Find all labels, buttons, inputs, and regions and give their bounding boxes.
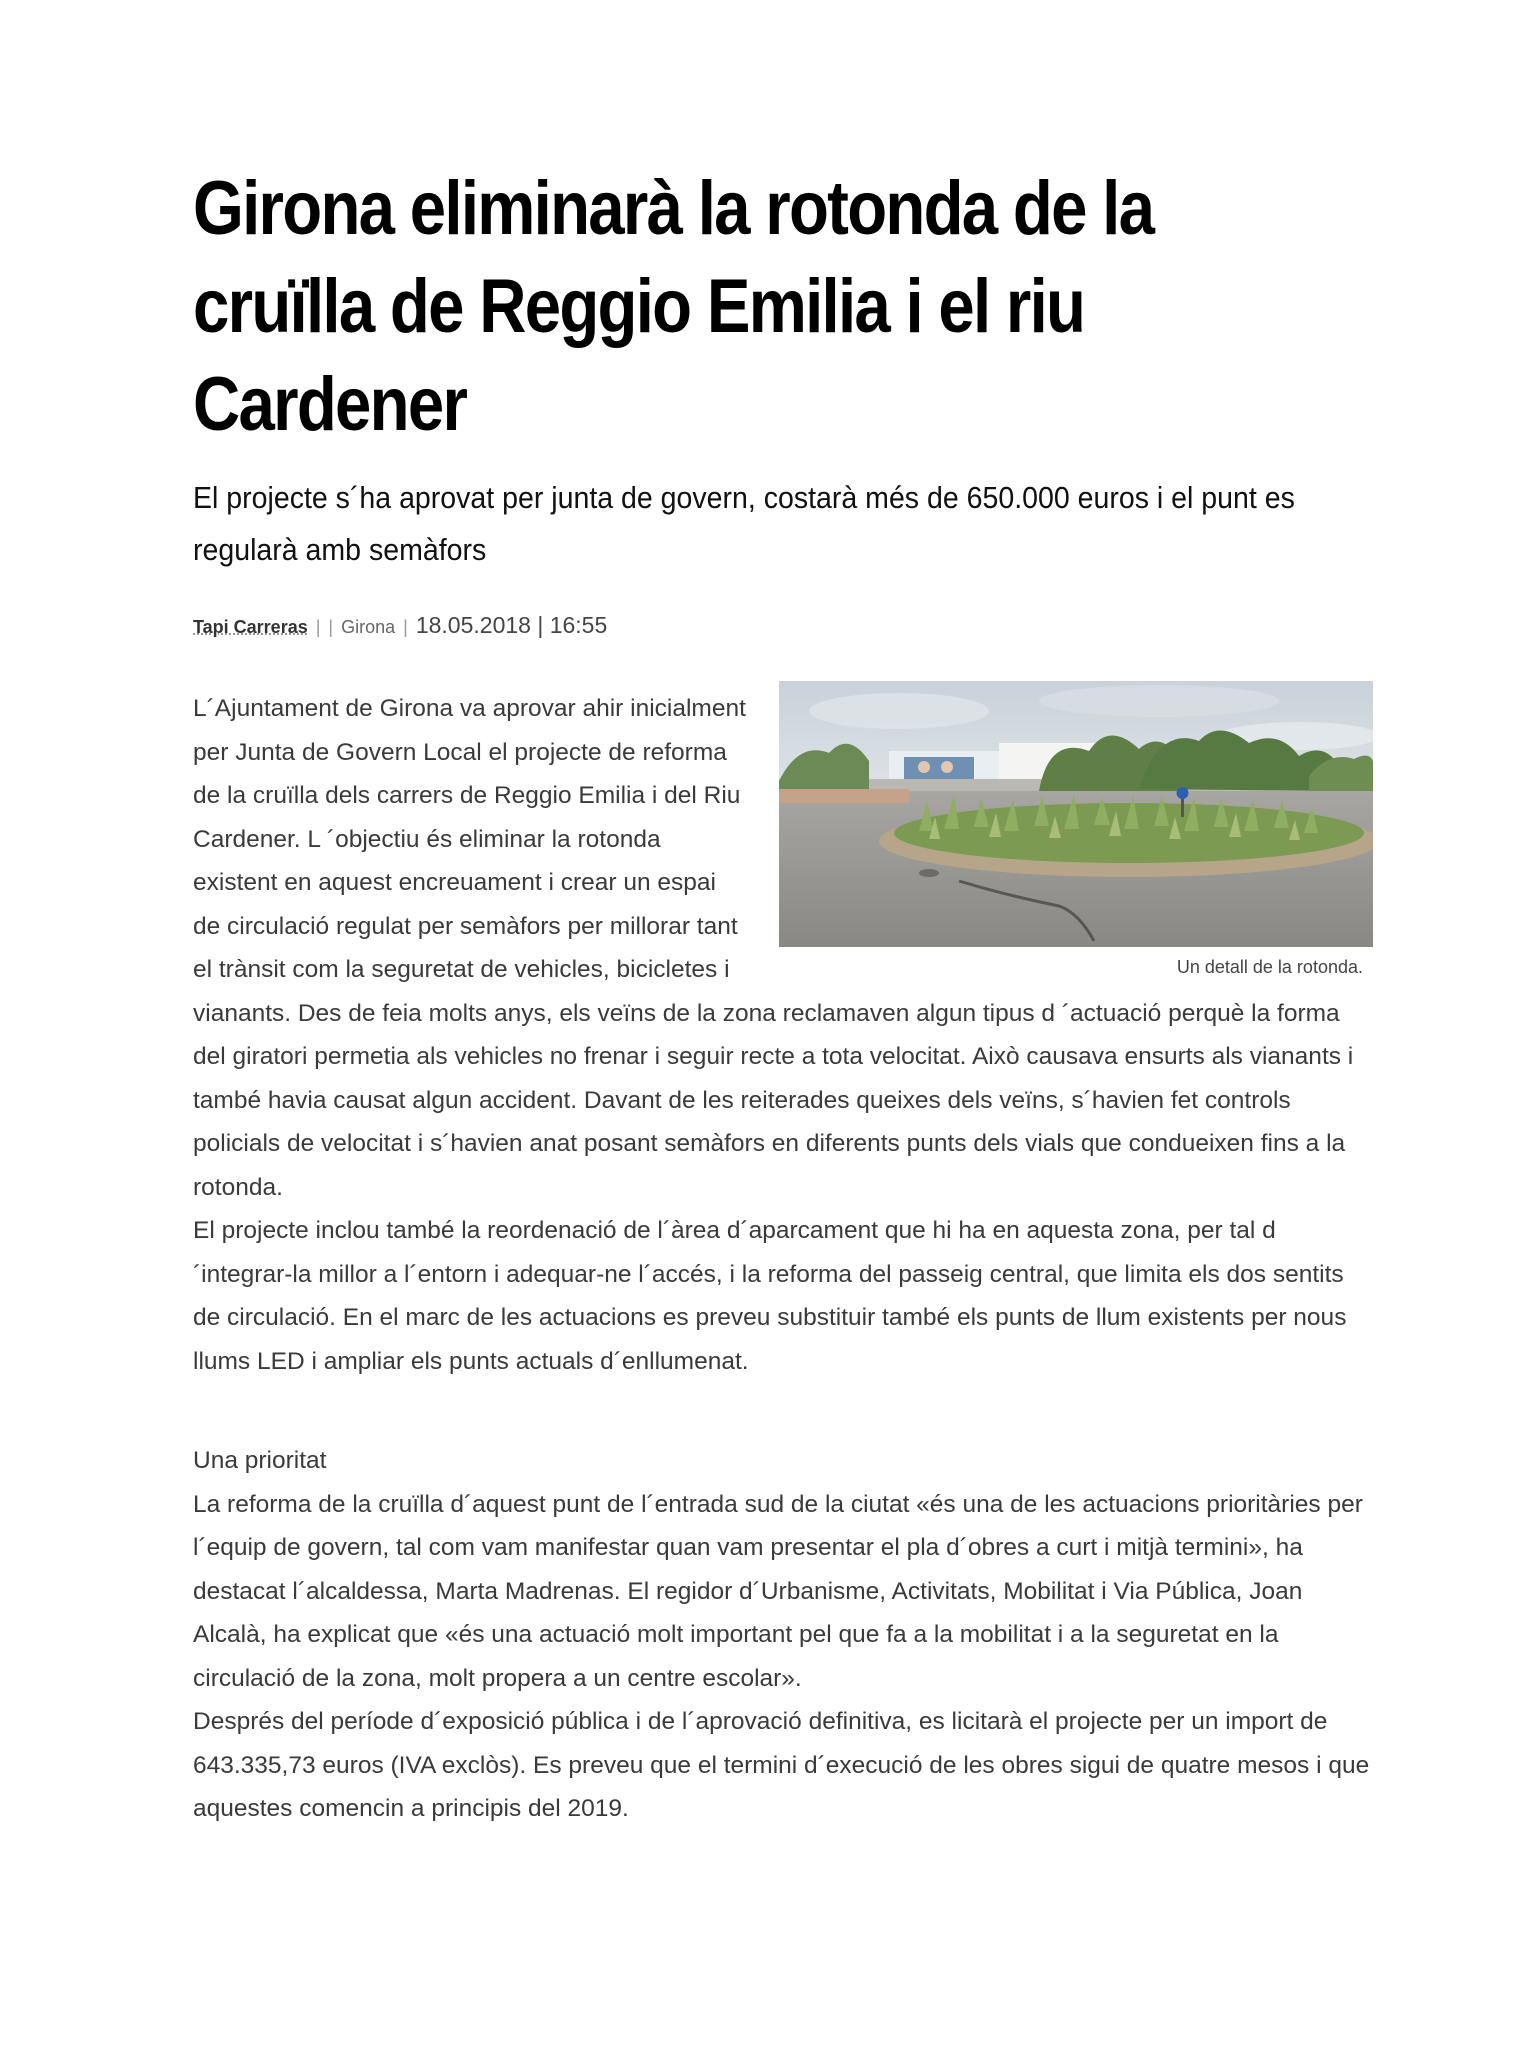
article-paragraph: El projecte inclou també la reordenació de l´àrea d´aparcament que hi ha en aquesta zona, per tal d´integrar-la millor a l´entorn i adequar-ne l´accés, i la reforma del passeig central, que limita els dos sentits de circulació. En el marc de les actuacions es preveu substituir també els punts de llum existents per nous llums LED i ampliar els punts actuals d´enllumenat.	[193, 1217, 1347, 1375]
meta-separator: |	[403, 617, 408, 637]
photo-caption: Un detall de la rotonda.	[1176, 957, 1363, 977]
article-figure	[779, 681, 1373, 979]
author-link[interactable]: Tapi Carreras	[193, 617, 308, 637]
meta-separator: |	[315, 617, 321, 637]
article-paragraph: La reforma de la cruïlla d´aquest punt de l´entrada sud de la ciutat «és una de les actuacions prioritàries per l´equip de govern, tal com vam manifestar quan vam presentar el pla d´obres a curt i mitjà termini», ha destacat l´alcaldessa, Marta Madrenas. El regidor d´Urbanisme, Activitats, Mobilitat i Via Pública, Joan Alcalà, ha explicat que «és una actuació molt important pel que fa a la mobilitat i a la seguretat en la circulació de la zona, molt propera a un centre escolar».	[193, 1490, 1363, 1692]
article-paragraph: L´Ajuntament de Girona va aprovar ahir inicialment per Junta de Govern Local el projecte de reforma de la cruïlla dels carrers de Reggio Emilia i del Riu Cardener. L ´objectiu és eliminar la rotonda existent en aquest encreuament i crear un espai de circulació regulat per semàfors per millorar tant el trànsit com la seguretat de vehicles, bicicletes i vianants. Des de feia molts anys, els veïns de la zona reclamaven algun tipus d ´actuació perquè la forma del giratori permetia als vehicles no frenar i seguir recte a tota velocitat. Això causava ensurts als vianants i també havia causat algun accident. Davant de les reiterades queixes dels veïns, s´havien fet controls policials de velocitat i s´havien anat posant semàfors en diferents punts dels vials que condueixen fins a la rotonda.	[193, 695, 1354, 1201]
section-title: Una prioritat	[193, 1447, 327, 1474]
article-datetime: 18.05.2018 | 16:55	[415, 612, 608, 638]
article-headline: Girona eliminarà la rotonda de la cruïlla de Reggio Emilia i el riu Cardener	[193, 166, 1154, 447]
article-meta	[193, 612, 1373, 639]
article-paragraph: Després del període d´exposició pública i de l´aprovació definitiva, es licitarà el projecte per un import de 643.335,73 euros (IVA exclòs). Es preveu que el termini d´execució de les obres sigui de quatre mesos i que aquestes comencin a principis del 2019.	[193, 1708, 1370, 1822]
article-body	[193, 687, 1373, 1831]
news-article	[193, 160, 1373, 1831]
article-subtitle: El projecte s´ha aprovat per junta de govern, costarà més de 650.000 euros i el punt es regularà amb semàfors	[193, 480, 1295, 567]
roundabout-photo[interactable]	[779, 681, 1373, 947]
article-location: Girona	[341, 617, 396, 637]
meta-separator: |	[328, 617, 334, 637]
